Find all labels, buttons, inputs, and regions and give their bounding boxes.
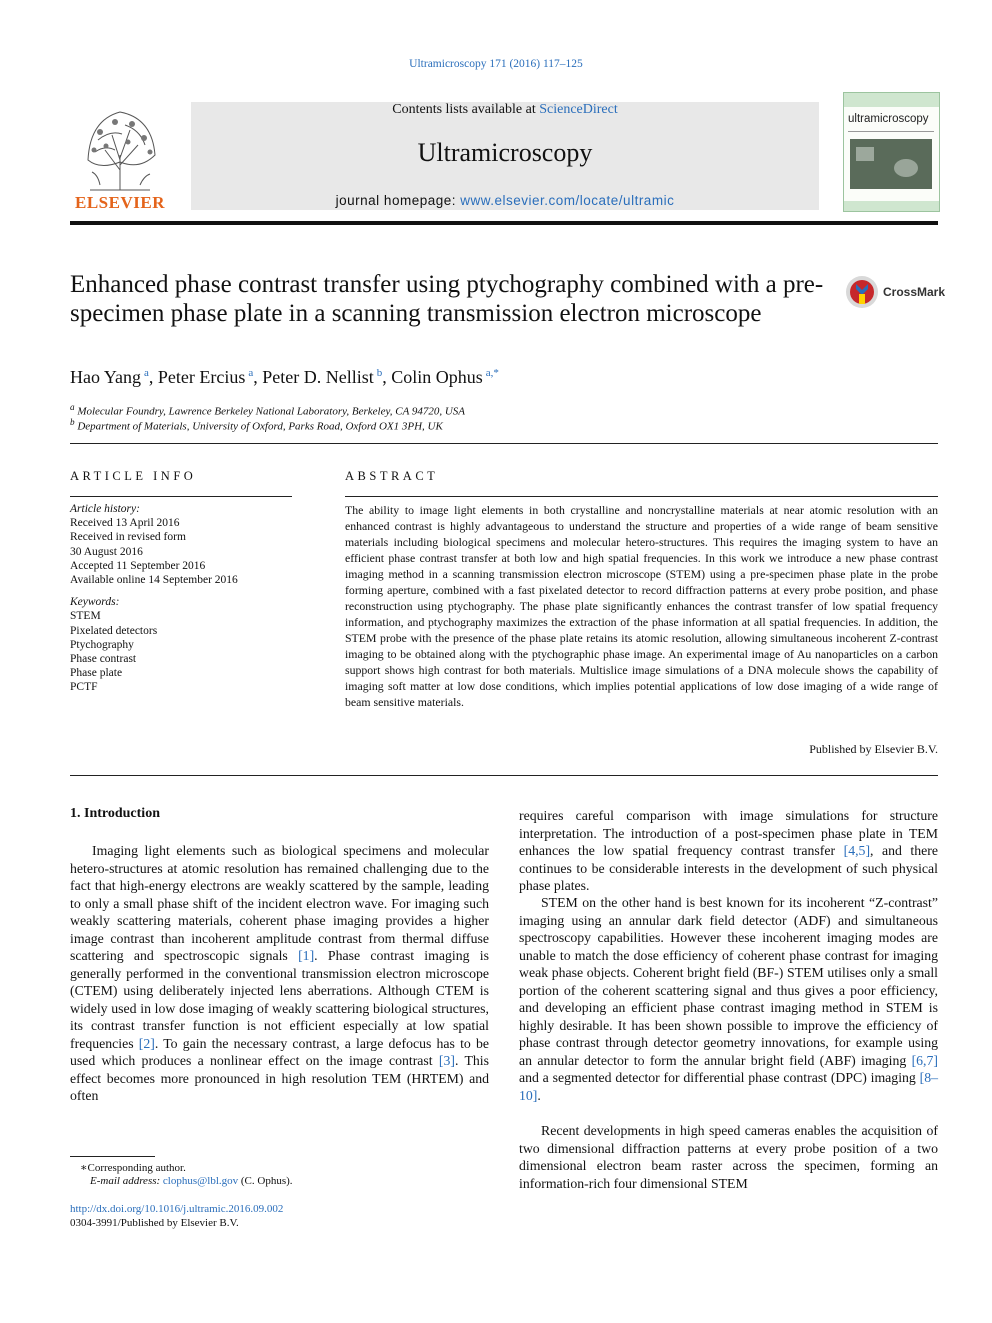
author-separator: , [253,367,263,387]
history-line: 30 August 2016 [70,545,143,558]
crossmark-label: CrossMark [883,285,946,299]
sciencedirect-link[interactable]: ScienceDirect [539,102,618,117]
email-footnote: E-mail address: clophus@lbl.gov (C. Ophus). [90,1175,293,1187]
paragraph-text: . To gain the necessary contrast, a large defocus has to be used which produces a nonlinear effect on the image contrast [70,1035,489,1068]
citation-link[interactable]: [2] [138,1035,155,1051]
paragraph-text: . [537,1087,541,1103]
keyword: Ptychography [70,638,134,651]
cover-bottom-band [844,201,939,211]
keyword: Pixelated detectors [70,624,158,637]
homepage-link[interactable]: www.elsevier.com/locate/ultramic [460,193,675,208]
paragraph-text: Recent developments in high speed cameras enables the acquisition of two dimensional diffraction patterns at every probe position of a two dimensional electron beam raster across the specimen, forming an information-rich four dimensional STEM [519,1123,938,1191]
paragraph-text: . Phase contrast imaging is generally performed in the conventional transmission electron microscope (CTEM) using deliberately injected lens aberrations. Although CTEM is widely used in low dose imaging of weakly scattering biological structures, its contrast transfer function is not efficient especially at low spatial frequencies [70,948,490,1051]
keyword: Phase contrast [70,653,137,666]
issn-line: 0304-3991/Published by Elsevier B.V. [70,1217,239,1229]
journal-name: Ultramicroscopy [417,138,593,167]
cover-title: ultramicroscopy [848,113,929,125]
journal-reference[interactable]: Ultramicroscopy 171 (2016) 117–125 [409,58,583,70]
paragraph-text: Imaging light elements such as biological specimens and molecular hetero-structures at atomic resolution has remained challenging due to the fact that high-energy electrons are weakly scattered by the sample, leading to only a small phase shift of the incident electron wave. For imaging such weakly scattering materials, coherent phase imaging provides a higher image contrast than incoherent amplitude contrast from thermal diffuse scattering and spectroscopic signals [70,843,489,963]
abstract-rule [345,496,938,497]
intro-paragraph-right-1 [519,807,938,895]
citation-link[interactable]: [8–10] [519,1070,938,1103]
author-separator: , [382,367,392,387]
cover-top-band [844,93,939,107]
citation-link[interactable]: [6,7] [911,1052,938,1068]
footnote-rule [70,1156,155,1157]
author-affiliation-marker[interactable]: a [144,367,149,379]
paragraph-text: and a segmented detector for differential phase contrast (DPC) imaging [519,1070,920,1085]
paragraph-text: requires careful comparison with image simulations for structure interpretation. The introduction of a post-specimen phase plate in TEM enhances the low spatial frequency contrast transfer [519,808,938,858]
author-name[interactable]: Peter D. Nellist [262,367,374,387]
elsevier-wordmark: ELSEVIER [75,193,165,212]
corresponding-footnote: ∗Corresponding author. [80,1162,186,1174]
history-line: Available online 14 September 2016 [70,574,238,587]
author-name[interactable]: Peter Ercius [157,367,246,387]
article-info-rule [70,496,292,497]
crossmark-badge[interactable] [845,275,945,309]
article-info-heading: ARTICLE INFO [70,469,197,483]
journal-cover-thumbnail[interactable] [843,92,940,212]
citation-link[interactable]: [3] [438,1053,455,1068]
paragraph-text: , and there continues to be considerable interests in the development of such physical phase plates. [519,843,938,893]
history-line: Accepted 11 September 2016 [70,559,206,572]
keyword: Phase plate [70,667,123,680]
introduction-heading: 1. Introduction [70,806,160,821]
intro-paragraph-right-2 [519,894,938,1104]
header-rule [70,221,938,225]
author-name[interactable]: Hao Yang [70,367,142,387]
author-affiliation-marker[interactable]: a,* [485,367,499,379]
paragraph-text: . This effect becomes more pronounced in high resolution TEM (HRTEM) and often [70,1053,489,1103]
citation-link[interactable]: [4,5] [843,843,871,858]
author-list [70,367,830,388]
keywords-label: Keywords: [70,596,120,609]
author-name[interactable]: Colin Ophus [391,367,483,387]
published-by: Published by Elsevier B.V. [809,742,938,756]
paragraph-text: STEM on the other hand is best known for its incoherent “Z-contrast” imaging using an annular dark field detector (ADF) and simultaneous spectroscopy capabilities. However these incoherent imaging modes are unable to match the dose efficiency of coherent phase contrast for imaging weak phase objects. Coherent bright field (BF-) STEM utilises only a small portion of the coherent scattering signal and thus gives a poor efficiency, and developing an efficient phase contrast imaging method in STEM is highly desirable. It has been shown possible to improve the efficiency of phase contrast through detector geometry innovations, for example using an annular detector to form the annular bright field (ABF) imaging [519,895,938,1068]
article-title: Enhanced phase contrast transfer using ptychography combined with a pre-specimen phase plate in a scanning transmission electron microscope [70,271,824,327]
intro-paragraph-right-3 [519,1122,938,1192]
affiliation-rule [70,443,938,444]
history-line: Received in revised form [70,531,186,544]
history-label: Article history: [70,503,140,515]
email-link[interactable]: clophus@lbl.gov [162,1175,239,1187]
contents-line: Contents lists available at ScienceDirect [392,102,618,117]
abstract-bottom-rule [70,775,938,776]
author-affiliation-marker[interactable]: b [376,367,383,379]
affiliation-b: $^b$ Department of Materials, University of Oxford, Parks Road, Oxford OX1 3PH, UK [70,417,443,433]
history-line: Received 13 April 2016 [70,517,180,530]
homepage-line: journal homepage: www.elsevier.com/locate/ultramic [335,193,675,208]
intro-paragraph-1 [70,842,489,1105]
author-affiliation-marker[interactable]: a [248,367,254,379]
cover-divider [848,131,934,132]
affiliation-a: $^a$ Molecular Foundry, Lawrence Berkeley National Laboratory, Berkeley, CA 94720, USA [70,402,466,418]
abstract-heading: ABSTRACT [345,469,439,483]
article-info [70,502,292,695]
citation-link[interactable]: [1] [298,948,315,963]
cover-image [850,139,932,189]
abstract-text: The ability to image light elements in both crystalline and noncrystalline materials at near atomic resolution with an enhanced contrast is highly advantageous to understand the structure and properties of a wide range of beam sensitive materials including biological specimens and molecular hetero-structures. This requires the imaging system to have an efficient phase contrast transfer at both low and high spatial frequencies. In this work we introduce a new phase contrast imaging method in a scanning transmission electron microscope (STEM) using a pre-specimen phase plate in the probe forming aperture, combined with a fast pixelated detector to record diffraction patterns at every probe position, and phase reconstruction using ptychography. The phase plate significantly enhances the contrast transfer of low spatial frequency information, and ptychography maximizes the extraction of the phase information at all spatial frequencies. In addition, the STEM probe with the presence of the phase plate retains its atomic resolution, allowing simultaneous incoherent Z-contrast imaging to be obtained along with the ptychographic phase image. An experimental image of Au nanoparticles on a carbon support shows high contrast for both materials. Multislice image simulations of a DNA molecule shows the capability of imaging soft matter at low dose conditions, which implies potential applications of low dose imaging of a wide range of beam sensitive materials. [345,503,938,709]
crossmark-icon [845,275,879,309]
doi-link[interactable]: http://dx.doi.org/10.1016/j.ultramic.2016.09.002 [70,1203,284,1215]
author-separator: , [148,367,158,387]
keyword: PCTF [70,681,98,694]
keyword: STEM [70,610,101,623]
